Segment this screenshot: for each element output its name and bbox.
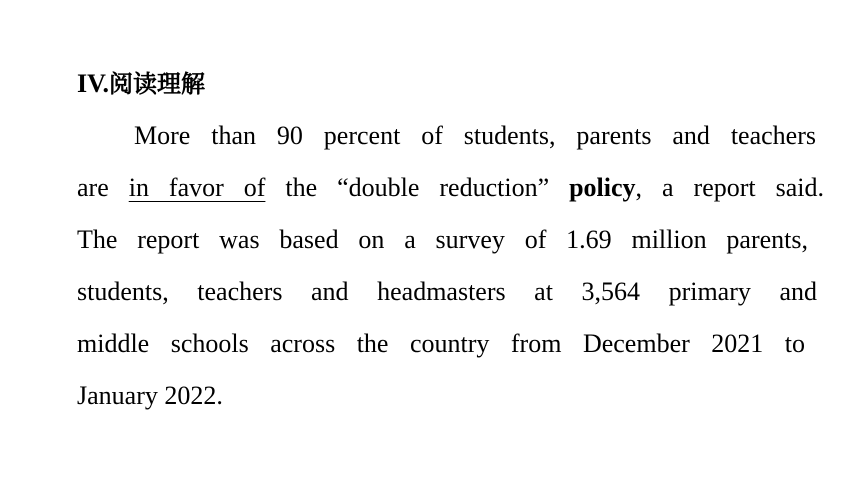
bold-keyword: policy [569, 173, 636, 202]
line2-after: , a report said. [635, 173, 824, 202]
passage-line-3: The report was based on a survey of 1.69 million parents, [77, 225, 808, 254]
passage-line-5: middle schools across the country from December 2021 to [77, 329, 805, 358]
passage-line-6: January 2022. [77, 381, 223, 410]
section-number: IV. [77, 69, 110, 98]
line2-before: are [77, 173, 129, 202]
section-heading [77, 64, 205, 104]
passage-line-4: students, teachers and headmasters at 3,564 primary and [77, 277, 817, 306]
passage-line-1: More than 90 percent of students, parents and teachers [134, 121, 816, 150]
underlined-phrase: in favor of [128, 173, 266, 202]
line2-middle: the “double reduction” [265, 173, 570, 202]
passage-line-2 [77, 168, 824, 208]
section-title: 阅读理解 [109, 70, 206, 98]
